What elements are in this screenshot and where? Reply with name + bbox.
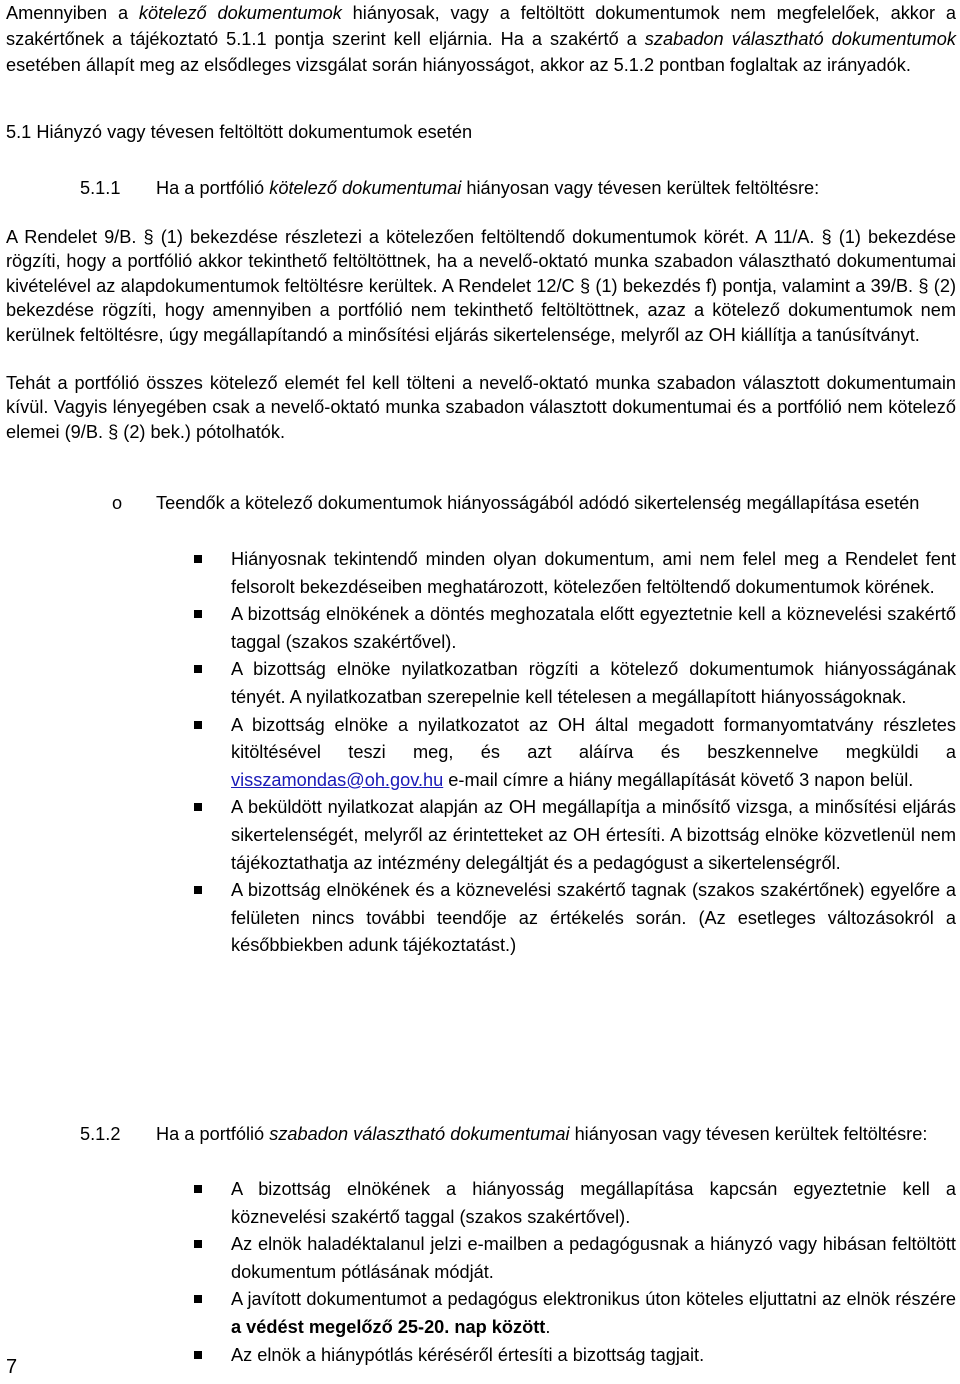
intro-italic: szabadon választható dokumentumok (644, 29, 956, 49)
square-bullet-icon (194, 610, 202, 618)
teendok-list (6, 546, 956, 960)
teendok-title: Teendők a kötelező dokumentumok hiányosságából adódó sikertelenség megállapítása esetén (156, 493, 920, 513)
list-item: Hiányosnak tekintendő minden olyan dokumentum, ami nem felel meg a Rendelet fent felsorolt bekezdéseiben meghatározott, kötelezően feltöltendő dokumentumok körének. (6, 546, 956, 601)
square-bullet-icon (194, 886, 202, 894)
square-bullet-icon (194, 1185, 202, 1193)
square-bullet-icon (194, 721, 202, 729)
deadline-bold: a védést megelőző 25-20. nap között (231, 1316, 546, 1337)
s512-list (6, 1176, 956, 1369)
list-item: Az elnök a hiánypótlás kéréséről értesíti a bizottság tagjait. (6, 1342, 956, 1370)
square-bullet-icon (194, 1240, 202, 1248)
intro-paragraph (6, 0, 956, 78)
square-bullet-icon (194, 665, 202, 673)
intro-italic: kötelező dokumentumok (138, 3, 342, 23)
intro-text: hiányosak, vagy a feltöltött dokumentumok nem megfelelőek, akkor a szakértőnek a tájékoztató 5.1.1 pontja szerint kell eljárnia. Ha a szakértő a (6, 3, 956, 49)
tehat-paragraph: Tehát a portfólió összes kötelező elemét fel kell tölteni a nevelő-oktató munka szabadon választott dokumentumain kívül. Vagyis lényegében csak a nevelő-oktató munka szabadon választott dokumentumai és a portfólió nem kötelező elemei (9/B. § (2) bek.) pótolhatók. (6, 373, 956, 442)
list-item: A bizottság elnöke a nyilatkozatot az OH által megadott formanyomtatvány részletes kitöltésével teszi meg, és azt aláírva és beszkennelve megküldi a visszamondas@oh.gov.hu e-mail címre a hiány megállapítását követő 3 napon belül. (6, 712, 956, 795)
intro-text: Amennyiben a (6, 3, 139, 23)
circle-bullet-icon: o (112, 493, 123, 513)
square-bullet-icon (194, 1351, 202, 1359)
subsection-5-1-1 (6, 176, 956, 204)
list-item: A bizottság elnöke nyilatkozatban rögzíti a kötelező dokumentumok hiányosságának tényét. A nyilatkozatban szerepelnie kell tételesen a megállapított hiányosságoknak. (6, 656, 956, 711)
subsection-title: Ha a portfólió kötelező dokumentumai hiányosan vagy tévesen kerültek feltöltésre: (156, 178, 820, 198)
square-bullet-icon (194, 1295, 202, 1303)
subsection-number: 5.1.1 (80, 178, 121, 198)
intro-text: esetében állapít meg az elsődleges vizsgálat során hiányosságot, akkor az 5.1.2 pontban foglaltak az irányadók. (6, 55, 911, 75)
square-bullet-icon (194, 803, 202, 811)
square-bullet-icon (194, 555, 202, 563)
list-item: Az elnök haladéktalanul jelzi e-mailben a pedagógusnak a hiányzó vagy hibásan feltöltött dokumentum pótlásának módját. (6, 1231, 956, 1286)
page-number: 7 (6, 1356, 18, 1378)
list-item: A bizottság elnökének és a köznevelési szakértő tagnak (szakos szakértőnek) egyelőre a felületen nincs további teendője az értékelés során. (Az esetleges változásokról a későbbiekben adunk tájékoztatást.) (6, 877, 956, 960)
subsection-title: Ha a portfólió szabadon választható dokumentumai hiányosan vagy tévesen kerültek feltöltésre: (156, 1124, 928, 1144)
email-link[interactable]: visszamondas@oh.gov.hu (231, 769, 444, 790)
list-item: A beküldött nyilatkozat alapján az OH megállapítja a minősítő vizsga, a minősítési eljárás sikertelenségét, melyről az érintetteket az OH értesíti. A bizottság elnöke közvetlenül nem tájékoztathatja az intézmény delegáltját és a pedagógust a sikertelenségről. (6, 794, 956, 877)
section-heading: 5.1 Hiányzó vagy tévesen feltöltött dokumentumok esetén (6, 122, 473, 142)
list-item: A javított dokumentumot a pedagógus elektronikus úton köteles eljuttatni az elnök részére a védést megelőző 25-20. nap között. (6, 1286, 956, 1341)
list-item: A bizottság elnökének a döntés meghozatala előtt egyeztetnie kell a köznevelési szakértő taggal (szakos szakértővel). (6, 601, 956, 656)
subsection-number: 5.1.2 (80, 1124, 121, 1144)
rendelet-paragraph: A Rendelet 9/B. § (1) bekezdése részletezi a kötelezően feltöltendő dokumentumok körét. A 11/A. § (1) bekezdése rögzíti, hogy a portfólió akkor tekinthető feltöltöttnek, ha a nevelő-oktató munka szabadon választható dokumentumai kivételével az alapdokumentumok feltöltésre kerültek. A Rendelet 12/C § (1) bekezdés f) pontja, valamint a 39/B. § (2) bekezdése rögzíti, hogy amennyiben a portfólió nem tekinthető feltöltöttnek, azaz a kötelező dokumentumok nem kerülnek feltöltésre, úgy megállapítandó a minősítési eljárás sikertelensége, melyről az OH kiállítja a tanúsítványt. (6, 227, 956, 345)
list-item: A bizottság elnökének a hiányosság megállapítása kapcsán egyeztetnie kell a köznevelési szakértő taggal (szakos szakértővel). (6, 1176, 956, 1231)
